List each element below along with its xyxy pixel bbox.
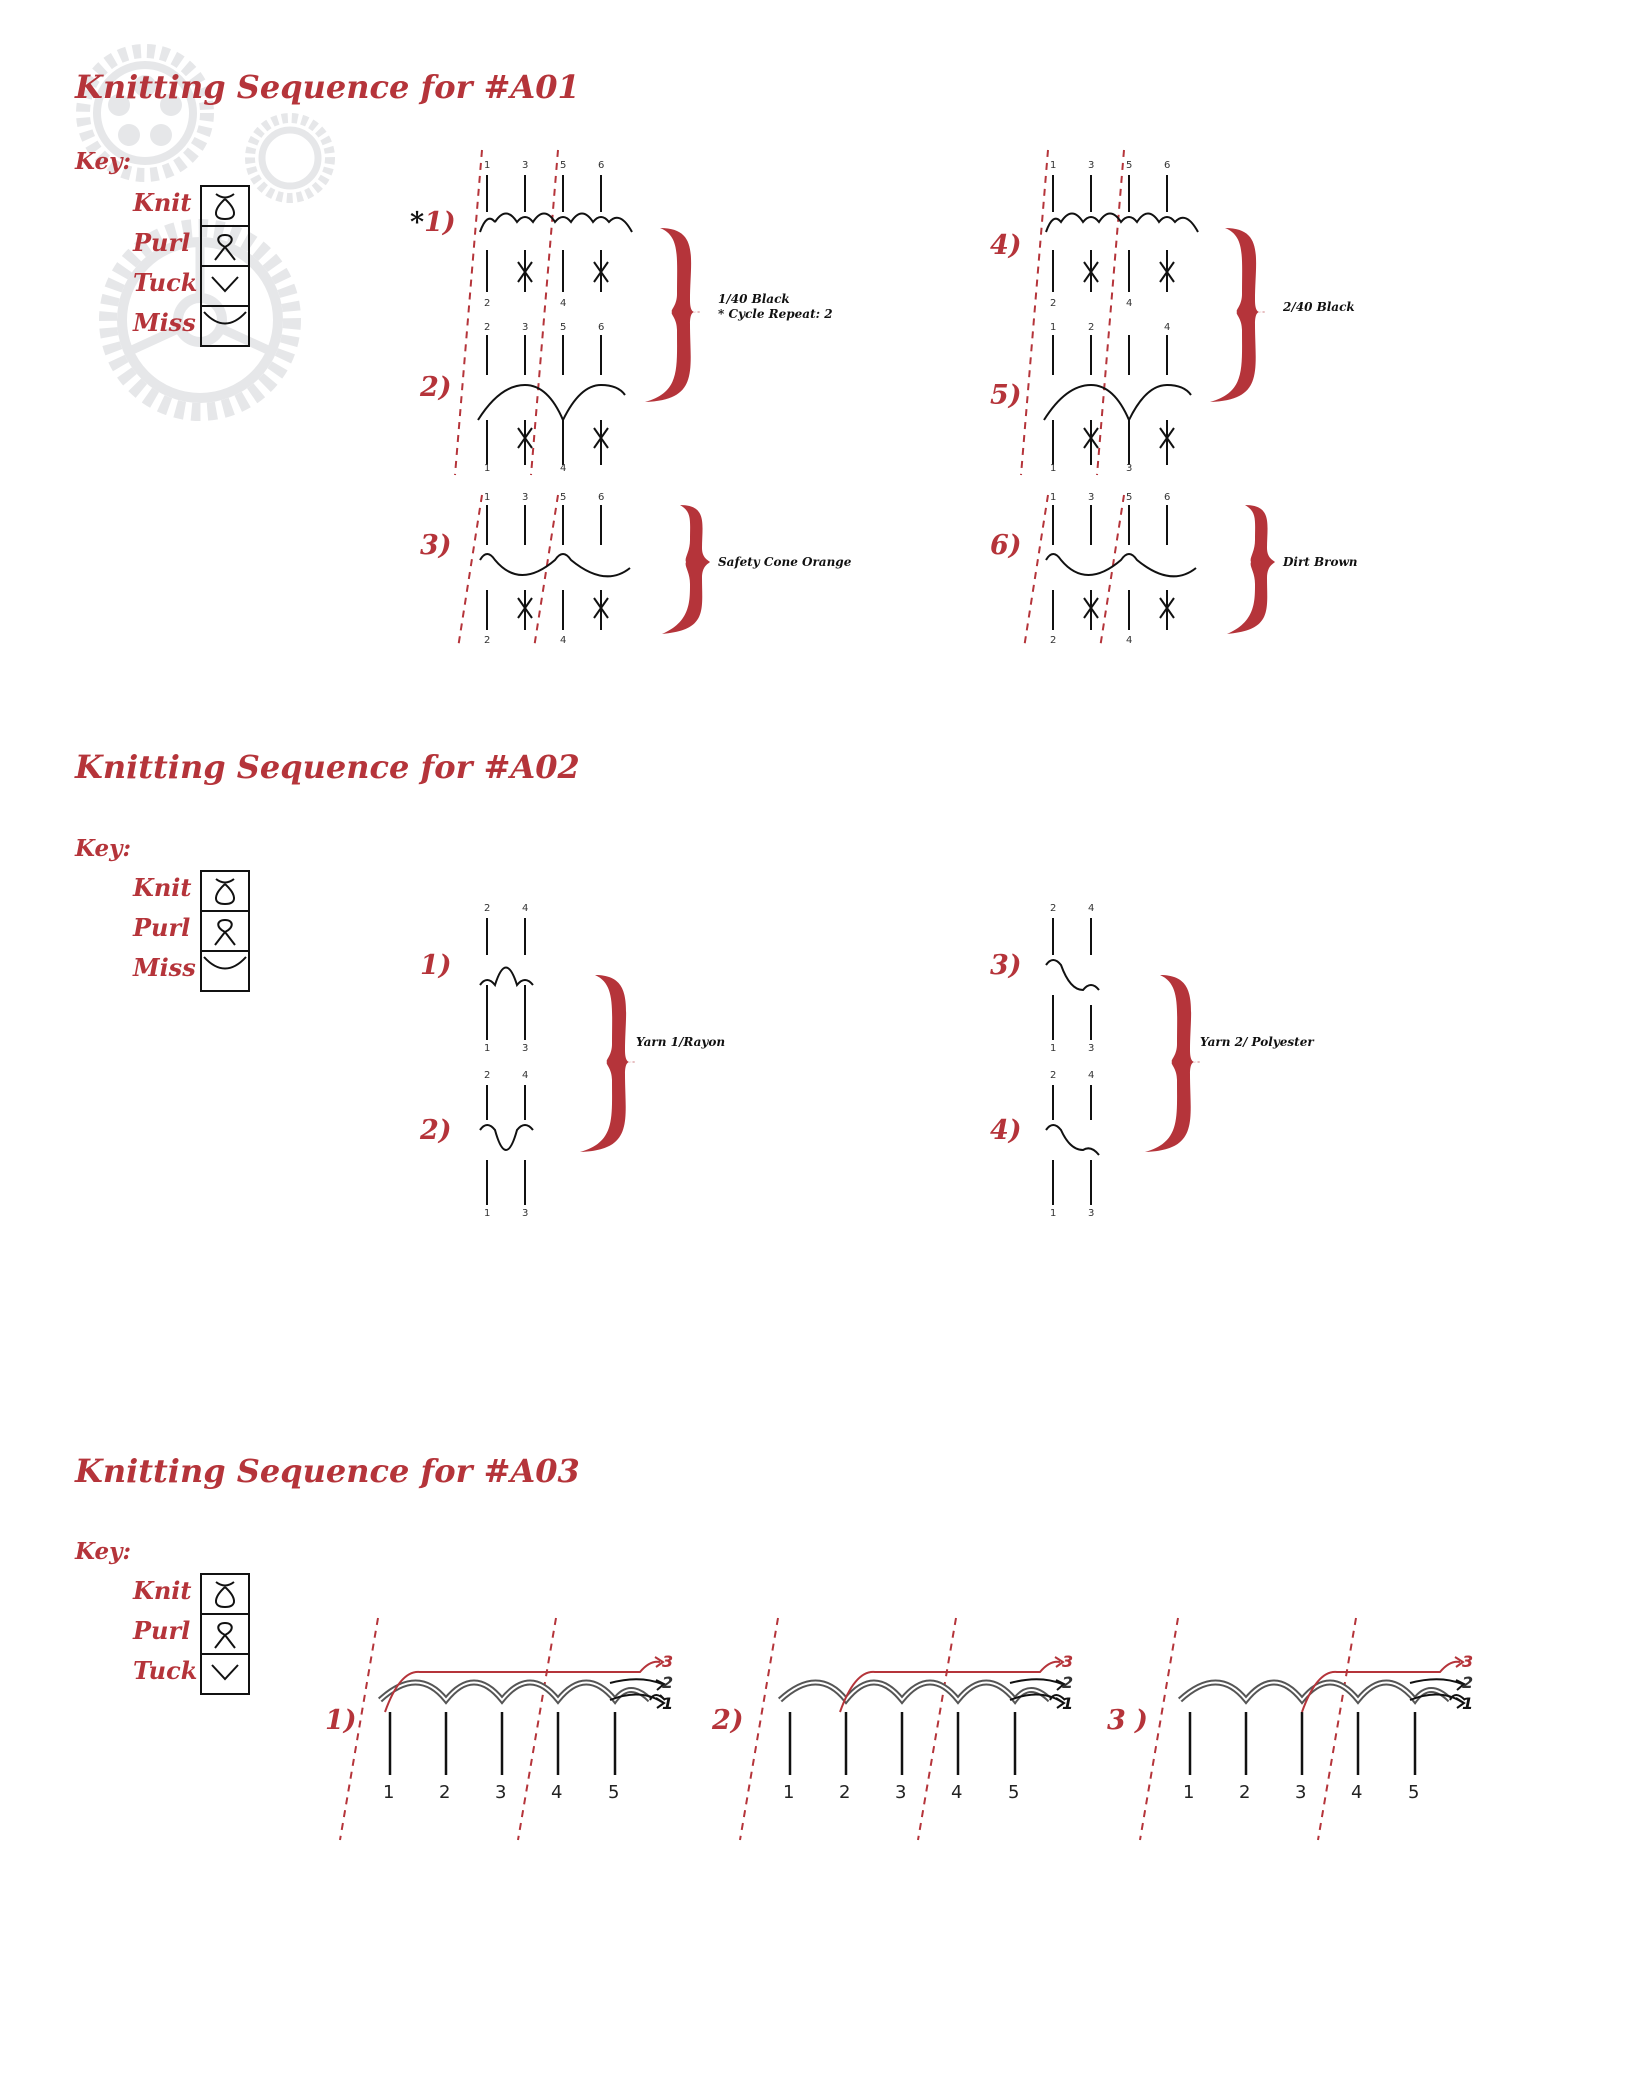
needle-number: 2 [484, 635, 491, 646]
row-label-a01-2: 2) [420, 372, 452, 403]
needle-number: 4 [560, 635, 567, 646]
row-label-a03-1: 1) [325, 1705, 357, 1736]
needle-number: 3 [522, 160, 529, 171]
row-label-a01-6: 6) [990, 530, 1022, 561]
yarn-note-a02-2: Yarn 2/ Polyester [1200, 1035, 1314, 1049]
needle-number: 3 [495, 1782, 507, 1803]
key-miss-label: Miss [133, 308, 196, 337]
needle-number: 2 [1239, 1782, 1251, 1803]
needle-number: 3 [522, 492, 529, 503]
needle-number: 4 [1126, 298, 1133, 309]
needle-number: 2 [1050, 298, 1057, 309]
key-purl-label: Purl [133, 228, 191, 257]
section-title-a02: Knitting Sequence for #A02 [75, 748, 580, 786]
needle-number: 2 [484, 322, 491, 333]
row-label-a03-2: 2) [712, 1705, 744, 1736]
row-label-a01-3: 3) [420, 530, 452, 561]
carrier-number: 2 [662, 1673, 674, 1692]
key-label-a03: Key: [75, 1538, 131, 1565]
needle-number: 6 [598, 322, 605, 333]
needle-number: 1 [484, 1208, 491, 1219]
needle-number: 4 [1164, 322, 1171, 333]
needle-number: 1 [484, 1043, 491, 1054]
needle-number: 5 [560, 492, 567, 503]
needle-number: 4 [560, 463, 567, 474]
row-label-a02-1: 1) [420, 950, 452, 981]
key-knit-label: Knit [133, 1576, 192, 1605]
carrier-number: 3 [662, 1652, 674, 1671]
needle-number: 1 [1050, 463, 1057, 474]
section-title-a03: Knitting Sequence for #A03 [75, 1452, 580, 1490]
needle-number: 4 [1351, 1782, 1363, 1803]
row-label-a02-4: 4) [990, 1115, 1022, 1146]
needle-number: 1 [1050, 1043, 1057, 1054]
needle-number: 2 [1050, 903, 1057, 914]
needle-number: 4 [522, 903, 529, 914]
needle-number: 1 [1183, 1782, 1195, 1803]
carrier-number: 2 [1062, 1673, 1074, 1692]
carrier-number: 2 [1462, 1673, 1474, 1692]
needle-number: 3 [1088, 1208, 1095, 1219]
needle-number: 4 [1126, 635, 1133, 646]
key-purl-label: Purl [133, 913, 191, 942]
needle-number: 6 [1164, 160, 1171, 171]
needle-number: 4 [1088, 903, 1095, 914]
needle-number: 1 [484, 463, 491, 474]
row-label-a03-3: 3 ) [1107, 1705, 1148, 1736]
needle-number: 1 [783, 1782, 795, 1803]
needle-number: 6 [598, 160, 605, 171]
yarn-note-a01-3: Safety Cone Orange [718, 555, 852, 569]
section-title-a01: Knitting Sequence for #A01 [75, 68, 580, 106]
carrier-number: 1 [1062, 1694, 1074, 1713]
needle-number: 3 [522, 1043, 529, 1054]
needle-number: 5 [1126, 492, 1133, 503]
needle-number: 2 [1050, 635, 1057, 646]
key-tuck-label: Tuck [133, 268, 198, 297]
needle-number: 2 [839, 1782, 851, 1803]
needle-number: 6 [1164, 492, 1171, 503]
needle-number: 3 [1088, 492, 1095, 503]
key-knit-label: Knit [133, 873, 192, 902]
needle-number: 1 [1050, 322, 1057, 333]
row-label-a01-5: 5) [990, 380, 1022, 411]
needle-number: 1 [383, 1782, 395, 1803]
needle-number: 2 [484, 1070, 491, 1081]
yarn-note-line: * Cycle Repeat: 2 [718, 307, 833, 321]
carrier-number: 3 [1062, 1652, 1074, 1671]
key-label-a01: Key: [75, 148, 131, 175]
needle-number: 3 [522, 322, 529, 333]
needle-number: 3 [895, 1782, 907, 1803]
row-label-a02-3: 3) [990, 950, 1022, 981]
key-miss-label: Miss [133, 953, 196, 982]
needle-number: 1 [1050, 492, 1057, 503]
yarn-note-a01-4: Dirt Brown [1283, 555, 1358, 569]
yarn-note-a02-1: Yarn 1/Rayon [636, 1035, 726, 1049]
needle-number: 5 [560, 322, 567, 333]
needle-number: 1 [1050, 160, 1057, 171]
key-purl-label: Purl [133, 1616, 191, 1645]
needle-number: 2 [439, 1782, 451, 1803]
row-label-a01-4: 4) [990, 230, 1022, 261]
needle-number: 4 [522, 1070, 529, 1081]
needle-number: 4 [1088, 1070, 1095, 1081]
needle-number: 3 [1295, 1782, 1307, 1803]
needle-number: 4 [951, 1782, 963, 1803]
needle-number: 5 [1126, 160, 1133, 171]
needle-number: 1 [1050, 1208, 1057, 1219]
key-label-a02: Key: [75, 835, 131, 862]
needle-number: 2 [484, 903, 491, 914]
needle-number: 1 [484, 160, 491, 171]
carrier-number: 1 [1462, 1694, 1474, 1713]
needle-number: 3 [1088, 1043, 1095, 1054]
needle-number: 2 [1050, 1070, 1057, 1081]
row-label-a02-2: 2) [420, 1115, 452, 1146]
needle-number: 3 [522, 1208, 529, 1219]
needle-number: 5 [608, 1782, 620, 1803]
needle-number: 5 [1008, 1782, 1020, 1803]
yarn-note-line: 1/40 Black [718, 292, 790, 306]
needle-number: 3 [1126, 463, 1133, 474]
needle-number: 2 [1088, 322, 1095, 333]
carrier-number: 1 [662, 1694, 674, 1713]
needle-number: 6 [598, 492, 605, 503]
needle-number: 1 [484, 492, 491, 503]
needle-number: 4 [551, 1782, 563, 1803]
key-tuck-label: Tuck [133, 1656, 198, 1685]
needle-number: 5 [1408, 1782, 1420, 1803]
needle-number: 2 [484, 298, 491, 309]
row-label-a01-1: *1) [410, 207, 456, 238]
needle-number: 3 [1088, 160, 1095, 171]
yarn-note-a01-2: 2/40 Black [1283, 300, 1355, 314]
needle-number: 5 [560, 160, 567, 171]
key-knit-label: Knit [133, 188, 192, 217]
needle-number: 4 [560, 298, 567, 309]
carrier-number: 3 [1462, 1652, 1474, 1671]
